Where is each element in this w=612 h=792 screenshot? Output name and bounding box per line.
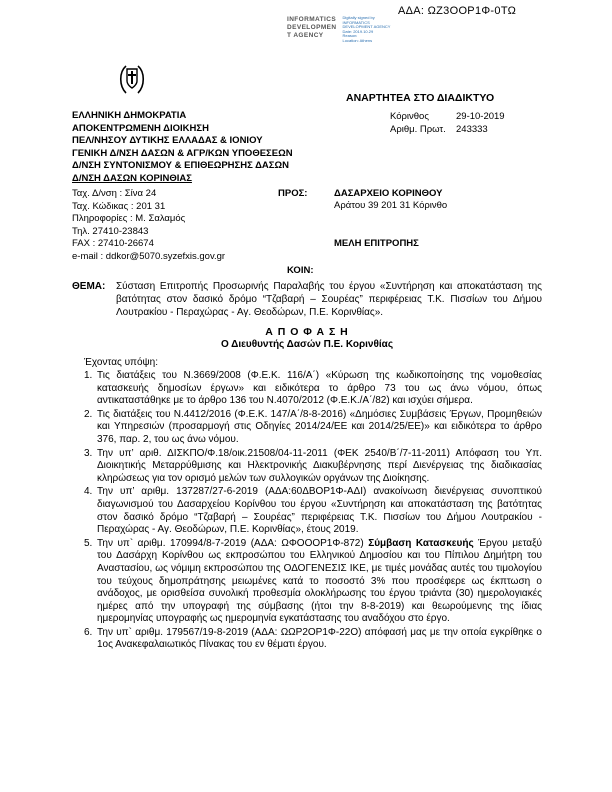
stamp-sig-line: Location: Athens <box>342 37 373 43</box>
item-text-pre: Την υπ` αριθμ. 170994/8-7-2019 (ΑΔΑ: ΩΦΟΟΟΡ1Φ-872) <box>97 537 369 549</box>
recipient-block <box>278 188 447 250</box>
contact-line-email: e-mail : ddkor@5070.syzefxis.gov.gr <box>72 250 226 262</box>
authority-line-department: Δ/ΝΣΗ ΔΑΣΩΝ ΚΟΡΙΝΘΙΑΣ <box>72 172 192 184</box>
pros-content <box>334 188 447 250</box>
list-item <box>84 627 542 652</box>
city-label: Κόρινθος <box>390 111 429 122</box>
item-number: 6. <box>84 626 93 638</box>
protocol-number: 243333 <box>456 123 488 135</box>
subject-text: Σύσταση Επιτροπής Προσωρινής Παραλαβής του έργου «Συντήρηση και αποκατάσταση της βατότητας στον δασικό δρόμο “Τζαβαρή – Σουρέας” περιφέρειας Τ.Κ. Πισσίων του Δήμου Λουτρακίου - Περαχώρας - Αγ. Θεοδώρων, Π.Ε. Κορινθίας». <box>116 281 542 318</box>
pros-label: ΠΡΟΣ: <box>278 188 308 199</box>
item-text: Την υπ` αριθμ. 179567/19-8-2019 (ΑΔΑ: ΩΩΡ2ΟΡ1Φ-22Ο) απόφασή μας με την οποία εγκρίθηκε ο 1ος Ανακεφαλαιωτικός Πίνακας του εν θέματι έργου. <box>97 626 542 651</box>
anartitea-heading: ΑΝΑΡΤΗΤΕΑ ΣΤΟ ΔΙΑΔΙΚΤΥΟ <box>346 92 495 104</box>
ada-code: ΑΔΑ: ΩΖ3ΟΟΡ1Φ-0ΤΩ <box>398 5 517 17</box>
list-item <box>84 538 542 626</box>
item-text <box>97 538 542 626</box>
stamp-agency-name <box>287 16 337 44</box>
date-protocol-block <box>390 111 505 136</box>
item-number: 3. <box>84 447 93 459</box>
authority-line: ΓΕΝΙΚΗ Δ/ΝΣΗ ΔΑΣΩΝ & ΑΓΡ/ΚΩΝ ΥΠΟΘΕΣΕΩΝ <box>72 147 293 159</box>
decision-subtitle: Ο Διευθυντής Δασών Π.Ε. Κορινθίας <box>220 339 394 350</box>
item-text: Την υπ’ αριθ. ΔΙΣΚΠΟ/Φ.18/οικ.21508/04-11-2011 (ΦΕΚ 2540/Β΄/7-11-2011) Απόφαση του Υπ. Διοικητικής Μεταρρύθμισης και Ηλεκτρονικής Διακυβέρνησης περί Διενέργειας της διαδικασίας κληρώσεως για τον ορισμό μελών των συλλογικών οργάνων της Διοίκησης. <box>97 447 542 484</box>
issuing-authority-block <box>72 110 293 186</box>
stamp-agency-line: INFORMATICS <box>287 16 337 23</box>
stamp-sig-line: Digitally signed by <box>342 15 375 20</box>
greek-coat-of-arms-icon <box>116 62 148 103</box>
document-body <box>72 280 542 652</box>
digital-signature-stamp <box>287 16 390 44</box>
contact-line-phone: Τηλ. 27410-23843 <box>72 225 149 237</box>
item-number: 4. <box>84 486 93 498</box>
authority-line: ΕΛΛΗΝΙΚΗ ΔΗΜΟΚΡΑΤΙΑ <box>72 110 187 121</box>
item-text: Τις διατάξεις του Ν.4412/2016 (Φ.Ε.Κ. 147/Α΄/8-8-2016) «Δημόσιες Συμβάσεις Έργων, Προμηθειών και Υπηρεσιών (προσαρμογή στις Οδηγίες 2014/24/ΕΕ και 2014/25/ΕΕ)» και ειδικότερα το άρθρο 376, παρ. 2, του ως άνω νόμου. <box>97 408 542 445</box>
stamp-sig-line: Date: 2019.10.29 <box>342 28 374 34</box>
authority-line: ΠΕΛ/ΝΗΣΟΥ ΔΥΤΙΚΗΣ ΕΛΛΑΔΑΣ & ΙΟΝΙΟΥ <box>72 135 263 147</box>
document-date: 29-10-2019 <box>456 111 505 122</box>
authority-line: Δ/ΝΣΗ ΣΥΝΤΟΝΙΣΜΟΥ & ΕΠΙΘΕΩΡΗΣΗΣ ΔΑΣΩΝ <box>72 160 289 172</box>
list-item <box>84 370 542 408</box>
subject-label: ΘΕΜΑ: <box>72 281 106 292</box>
having-regard-label: Έχοντας υπόψη: <box>84 357 158 368</box>
item-number: 1. <box>84 370 93 381</box>
item-text-post: Έργου μεταξύ του Δασάρχη Κορίνθου ως εκπροσώπου του Ελληνικού Δημοσίου και του Πίπιλου Δημήτρη του Αναστασίου, ως νόμιμη εκπροσώπου της ΟΔΟΓΕΝΕΣΙΣ ΙΚΕ, με τιμές μονάδας αυτές του τιμολογίου του τεύχους δημοπράτησης μειωμένες κατά το ποσοστό 3% που προσέφερε ως έκπτωση ο ανάδοχος, με ορισθείσα συνολική προθεσμία ολοκλήρωσης του έργου τριάντα (30) ημερολογιακές ημέρες από την υπογραφή της σύμβασης (ήτοι την 8-8-2019) και θεωρούμενης της ίδιας ημερομηνίας υπογραφής ως ημερομηνία εγκατάστασης του αναδόχου στο έργο. <box>97 537 543 625</box>
list-item <box>84 486 542 536</box>
contact-line-info: Πληροφορίες : Μ. Σαλαμός <box>72 213 186 225</box>
item-number: 5. <box>84 537 93 549</box>
koin-label: ΚΟΙΝ: <box>287 265 314 276</box>
stamp-agency-line: T AGENCY <box>287 32 324 39</box>
stamp-sig-line: INFORMATICS <box>342 19 370 25</box>
contact-line-fax: FAX : 27410-26674 <box>72 238 154 250</box>
item-text: Τις διατάξεις του Ν.3669/2008 (Φ.Ε.Κ. 116/Α΄) «Κύρωση της κωδικοποίησης της νομοθεσίας κατασκευής δημοσίων έργων» και ειδικότερα το άρθρο 73 του ως άνω νόμου, όπως αντικαταστάθηκε με το άρθρο 136 του Ν.4070/2012 (Φ.Ε.Κ./Α΄/82) και ισχύει σήμερα. <box>97 370 542 407</box>
subject-block <box>72 280 542 319</box>
decision-title: Α Π Ο Φ Α Σ Η <box>265 326 349 338</box>
list-item <box>84 409 542 447</box>
stamp-signature-details <box>343 16 391 44</box>
stamp-sig-line: DEVELOPMENT AGENCY <box>342 24 391 30</box>
item-text: Την υπ’ αριθμ. 137287/27-6-2019 (ΑΔΑ:60ΔΒΟΡ1Φ-ΑΔΙ) ανακοίνωση διενέργειας συνοπτικού διαγωνισμού του Δασαρχείου Κορίνθου του έργου «Συντήρηση και αποκατάσταση της βατότητας στον δασικό δρόμο “Τζαβαρή – Σουρέας” περιφέρειας Τ.Κ. Πισσίων του Δήμου Λουτρακίου - Περαχώρας - Αγ. Θεοδώρων, Π.Ε. Κορινθίας», έτους 2019. <box>97 486 542 536</box>
recipient-name: ΔΑΣΑΡΧΕΙΟ ΚΟΡΙΝΘΟΥ <box>334 188 443 199</box>
item-number: 2. <box>84 408 93 420</box>
contact-line-address: Ταχ. Δ/νση : Σίνα 24 <box>72 188 157 199</box>
legal-basis-list <box>84 370 542 652</box>
list-item <box>84 448 542 486</box>
authority-line: ΑΠΟΚΕΝΤΡΩΜΕΝΗ ΔΙΟΙΚΗΣΗ <box>72 122 209 134</box>
item-text-bold: Σύμβαση Κατασκευής <box>368 537 474 549</box>
protocol-label: Αριθμ. Πρωτ. <box>390 123 446 135</box>
contact-line-postcode: Ταχ. Κώδικας : 201 31 <box>72 200 166 212</box>
committee-members-label: ΜΕΛΗ ΕΠΙΤΡΟΠΗΣ <box>334 238 419 249</box>
contact-info-block <box>72 188 225 264</box>
recipient-address: Αράτου 39 201 31 Κόρινθο <box>334 200 448 211</box>
stamp-sig-line: Reason: <box>342 33 358 39</box>
stamp-agency-line: DEVELOPMEN <box>287 24 337 31</box>
